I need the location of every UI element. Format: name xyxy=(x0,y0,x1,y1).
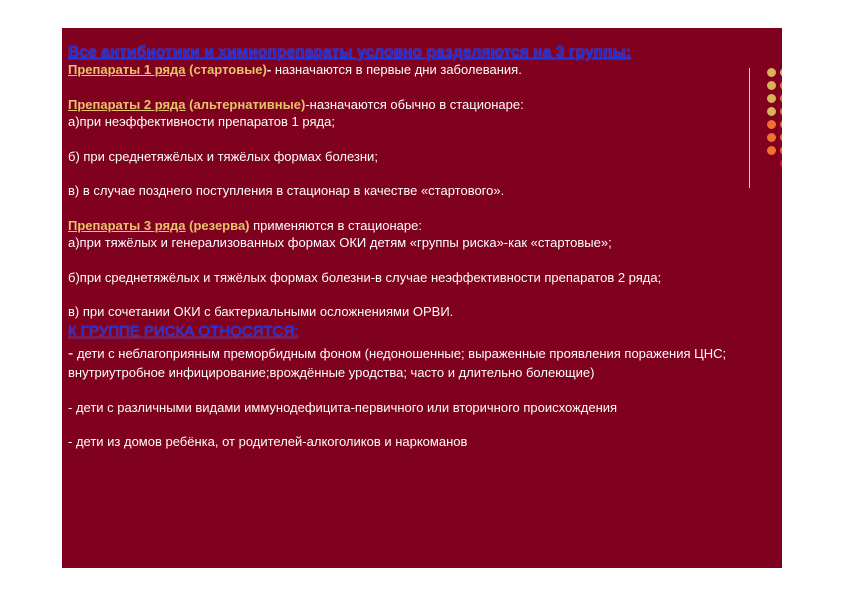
row1-tag: (стартовые) xyxy=(189,62,267,77)
row3-desc: применяются в стационаре: xyxy=(249,217,422,233)
row2-tag: (альтернативные) xyxy=(189,96,306,112)
row1-line xyxy=(68,61,768,79)
ornament-dot xyxy=(780,94,782,103)
row3-tag: (резерва) xyxy=(189,217,250,233)
ornament-dot xyxy=(780,68,782,77)
ornament-dot xyxy=(780,133,782,142)
row3-item-a: а)при тяжёлых и генерализованных формах ОКИ детям «группы риска»-как «стартовые»; xyxy=(68,235,612,250)
spacer xyxy=(68,165,768,182)
risk-item-3: - дети из домов ребёнка, от родителей-алкоголиков и наркоманов xyxy=(68,434,468,449)
spacer xyxy=(68,79,768,96)
dot-grid-ornament xyxy=(767,68,782,173)
row2-desc: -назначаются обычно в стационаре: xyxy=(305,96,524,112)
row2-item-a: а)при неэффективности препаратов 1 ряда; xyxy=(68,114,335,129)
spacer xyxy=(68,200,768,217)
row1-desc: назначаются в первые дни заболевания. xyxy=(271,62,522,77)
spacer xyxy=(68,252,768,269)
row2-item-c: в) в случае позднего поступления в стационар в качестве «стартового». xyxy=(68,183,505,198)
spacer xyxy=(68,286,768,303)
row3-name: Препараты 3 ряда xyxy=(68,217,186,233)
slide-heading: Все антибиотики и химиопрепараты условно разделяются на 3 группы: xyxy=(68,44,632,61)
row1-name: Препараты 1 ряда xyxy=(68,62,186,77)
ornament-dot xyxy=(780,159,782,168)
spacer xyxy=(68,382,768,399)
ornament-dot xyxy=(767,94,776,103)
row3-item-c: в) при сочетании ОКИ с бактериальными осложнениями ОРВИ. xyxy=(68,304,454,319)
ornament-dot xyxy=(767,133,776,142)
ornament-dot xyxy=(780,81,782,90)
ornament-dot xyxy=(780,146,782,155)
risk-item-1-text: дети с неблагоприяным преморбидным фоном (недоношенные; выраженные проявления поражения ЦНС; внутриутробное инфицирование;врождённые уродства; часто и длительно болеющие) xyxy=(68,345,727,380)
ornament-dot xyxy=(767,68,776,77)
row1-separator: - xyxy=(266,62,272,77)
spacer xyxy=(68,416,768,433)
risk-dash: - xyxy=(68,344,74,362)
risk-item-2: - дети с различными видами иммунодефицита-первичного или вторичного происхождения xyxy=(68,399,618,415)
ornament-dot xyxy=(767,81,776,90)
spacer xyxy=(68,131,768,148)
row2-item-b: б) при среднетяжёлых и тяжёлых формах болезни; xyxy=(68,148,378,164)
row2-line xyxy=(68,96,768,114)
ornament-dot xyxy=(780,120,782,129)
ornament-dot xyxy=(767,146,776,155)
row3-item-b: б)при среднетяжёлых и тяжёлых формах болезни-в случае неэффективности препаратов 2 ряда; xyxy=(68,269,662,285)
risk-heading: К ГРУППЕ РИСКА ОТНОСЯТСЯ: xyxy=(68,322,299,340)
risk-item-1 xyxy=(68,344,768,382)
ornament-dot xyxy=(767,120,776,129)
ornament-dot xyxy=(767,107,776,116)
row3-line xyxy=(68,217,768,235)
slide-content xyxy=(68,44,768,451)
row2-name: Препараты 2 ряда xyxy=(68,96,186,112)
ornament-dot xyxy=(780,107,782,116)
